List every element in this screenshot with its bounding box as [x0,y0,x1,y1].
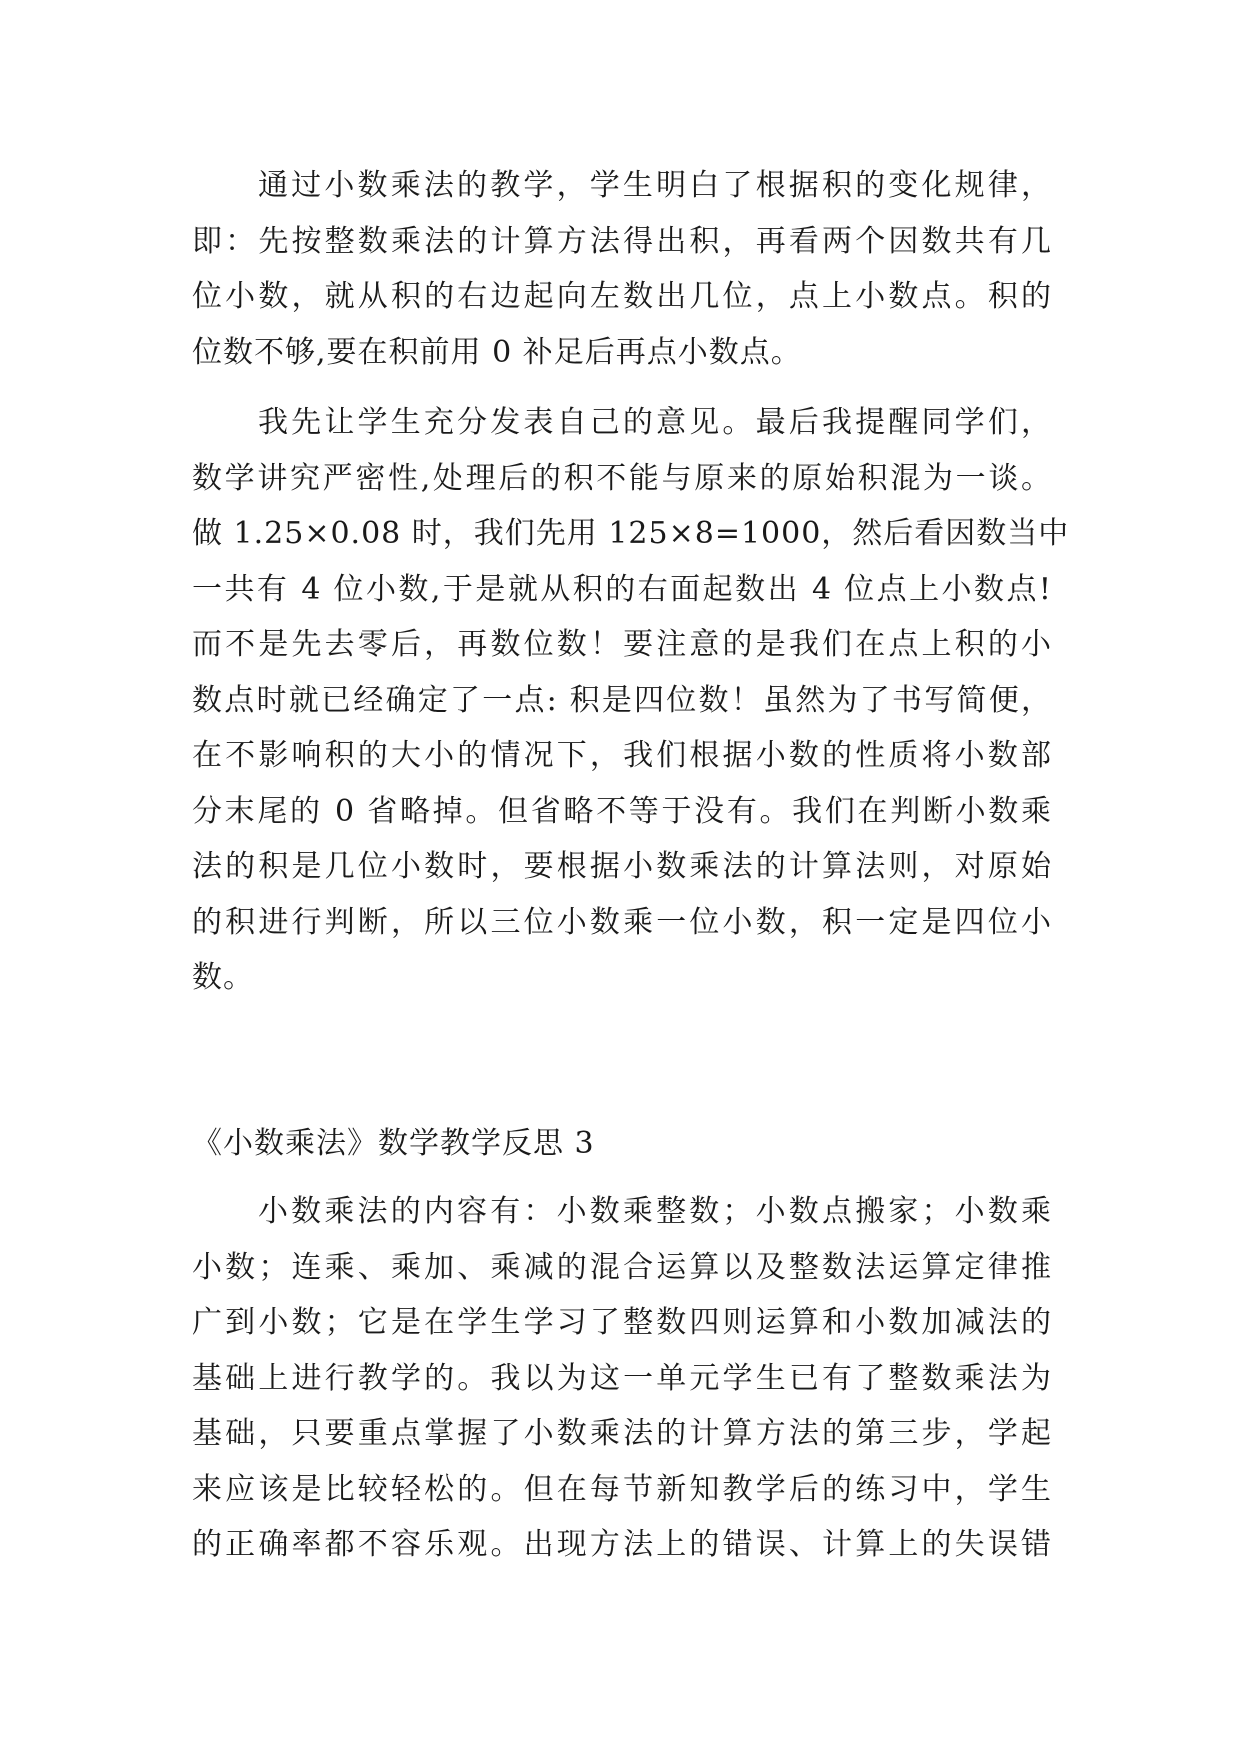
text-line: 我先让学生充分发表自己的意见。最后我提醒同学们， [258,405,1052,440]
text-line: 的积进行判断，所以三位小数乘一位小数，积一定是四位小 [192,904,1052,940]
text-line: 在不影响积的大小的情况下，我们根据小数的性质将小数部 [192,738,1052,773]
text-line: 小数乘法的内容有：小数乘整数；小数点搬家；小数乘 [258,1194,1052,1229]
text-line: 小数；连乘、乘加、乘减的混合运算以及整数法运算定律推 [192,1249,1052,1285]
text-line: 即：先按整数乘法的计算方法得出积，再看两个因数共有几 [192,223,1052,259]
text-line: 的正确率都不容乐观。出现方法上的错误、计算上的失误错 [192,1527,1052,1562]
text-line: 而不是先去零后，再数位数！要注意的是我们在点上积的小 [192,627,1052,662]
text-line: 基础上进行教学的。我以为这一单元学生已有了整数乘法为 [192,1360,1052,1396]
section-heading: 《小数乘法》数学教学反思 3 [192,1126,595,1161]
text-line: 法的积是几位小数时，要根据小数乘法的计算法则，对原始 [192,849,1052,884]
text-line: 数点时就已经确定了一点: 积是四位数！虽然为了书写简便， [192,682,1052,718]
text-line: 位数不够,要在积前用 0 补足后再点小数点。 [192,334,802,370]
paragraph-product-rule [192,158,1052,380]
text-line: 数。 [192,960,254,995]
text-line: 通过小数乘法的教学，学生明白了根据积的变化规律， [258,168,1052,203]
text-line: 数学讲究严密性,处理后的积不能与原来的原始积混为一谈。 [192,460,1052,496]
text-line: 一共有 4 位小数,于是就从积的右面起数出 4 位点上小数点! [192,571,1052,607]
text-line: 来应该是比较轻松的。但在每节新知教学后的练习中，学生 [192,1471,1052,1507]
text-line: 分末尾的 0 省略掉。但省略不等于没有。我们在判断小数乘 [192,793,1052,829]
text-line: 做 1.25×0.08 时，我们先用 125×8=1000，然后看因数当中 [192,516,1070,551]
text-line: 广到小数；它是在学生学习了整数四则运算和小数加减法的 [192,1305,1052,1340]
text-line: 基础，只要重点掌握了小数乘法的计算方法的第三步，学起 [192,1416,1052,1451]
text-line: 位小数，就从积的右边起向左数出几位，点上小数点。积的 [192,279,1052,314]
paragraph-content-overview [192,1184,1052,1573]
paragraph-student-opinions [192,395,1070,1006]
